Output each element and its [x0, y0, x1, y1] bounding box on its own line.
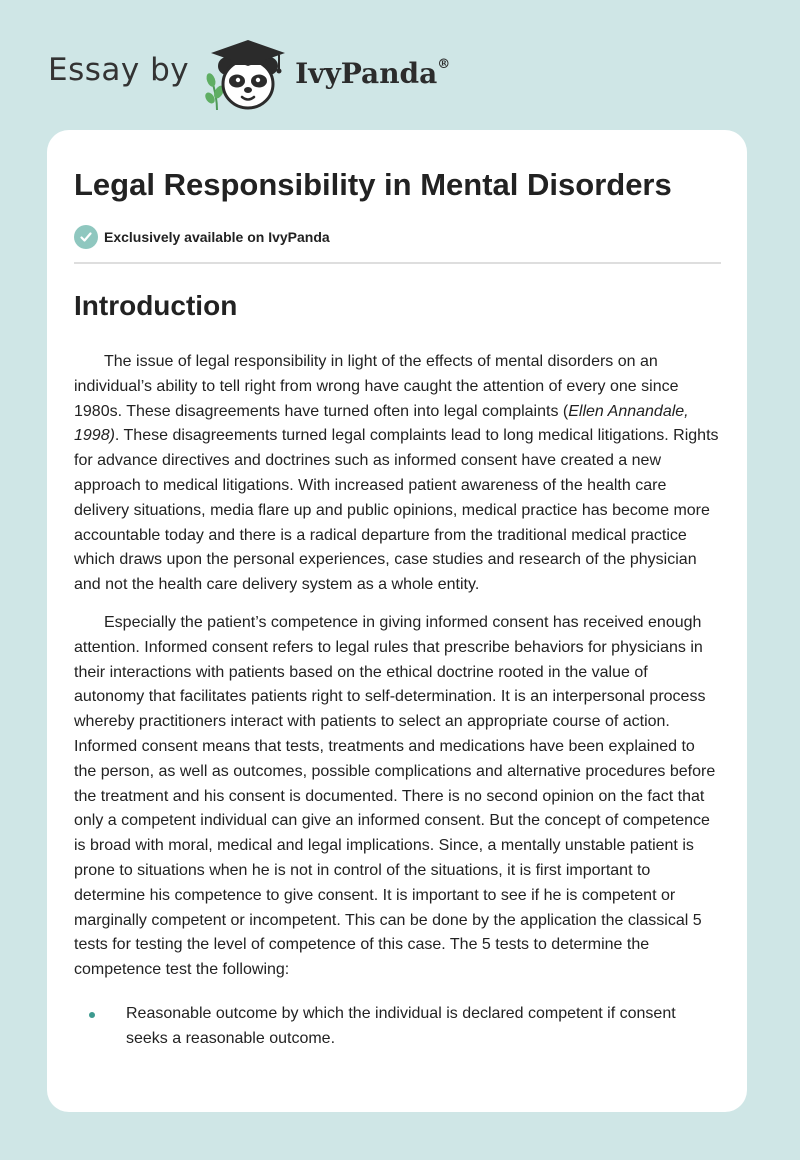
site-header: [48, 34, 450, 114]
check-circle-icon: [74, 225, 98, 249]
exclusive-badge: [74, 224, 721, 250]
registered-mark: ®: [437, 57, 451, 73]
citation: Ellen Annandale, 1998): [74, 402, 689, 445]
bullet-dot-icon: [89, 1012, 95, 1018]
brand-name[interactable]: [295, 57, 450, 90]
exclusive-badge-label: Exclusively available on IvyPanda: [104, 229, 330, 245]
list-item: [74, 1002, 721, 1052]
essay-by-label: Essay by: [48, 52, 190, 88]
essay-card: [47, 130, 747, 1112]
list-item-text: Reasonable outcome by which the individual is declared competent if consent seeks a reasonable outcome.: [126, 1004, 676, 1047]
essay-title: Legal Responsibility in Mental Disorders: [74, 167, 672, 202]
paragraph-1: [74, 350, 721, 598]
panda-graduate-icon[interactable]: [203, 36, 291, 112]
divider: [74, 262, 721, 264]
section-heading: Introduction: [74, 290, 238, 321]
paragraph-1-text-a: The issue of legal responsibility in light of the effects of mental disorders on an individual’s ability to tell right from wrong have caught the attention of every one since 1980s. These disagreements have turned often into legal complaints (: [74, 353, 679, 420]
paragraph-2: Especially the patient’s competence in giving informed consent has received enough attention. Informed consent refers to legal rules that prescribe behaviors for physicians in their interactions with patients based on the ethical doctrine rooted in the value of autonomy that facilitates patients right to self-determination. It is an interpersonal process whereby practitioners interact with patients to select an appropriate course of action. Informed consent means that tests, treatments and medications have been explained to the person, as well as outcomes, possible complications and alternative procedures before the treatment and his consent is documented. There is no second opinion on the fact that only a competent individual can give an informed consent. But the concept of competence is broad with moral, medical and legal implications. Since, a mentally unstable patient is prone to situations when he is not in control of the situations, it is first important to determine his competence to give consent. It is important to see if he is competent or marginally competent or incompetent. This can be done by the application the classical 5 tests for testing the level of competence of this case. The 5 tests to determine the competence test the following:: [74, 613, 716, 979]
paragraph-1-text-b: . These disagreements turned legal complaints lead to long medical litigations. Rights for advance directives and doctrines such as informed consent have created a new approach to medical litigations. With increased patient awareness of the health care delivery situations, media flare up and public opinions, medical practice has become more accountable today and there is a radical departure from the traditional medical practice which draws upon the personal experiences, case studies and research of the physician and not the health care delivery system as a whole entity.: [74, 427, 719, 594]
competence-tests-list: [74, 1002, 721, 1052]
brand-name-text: IvyPanda: [295, 56, 438, 90]
